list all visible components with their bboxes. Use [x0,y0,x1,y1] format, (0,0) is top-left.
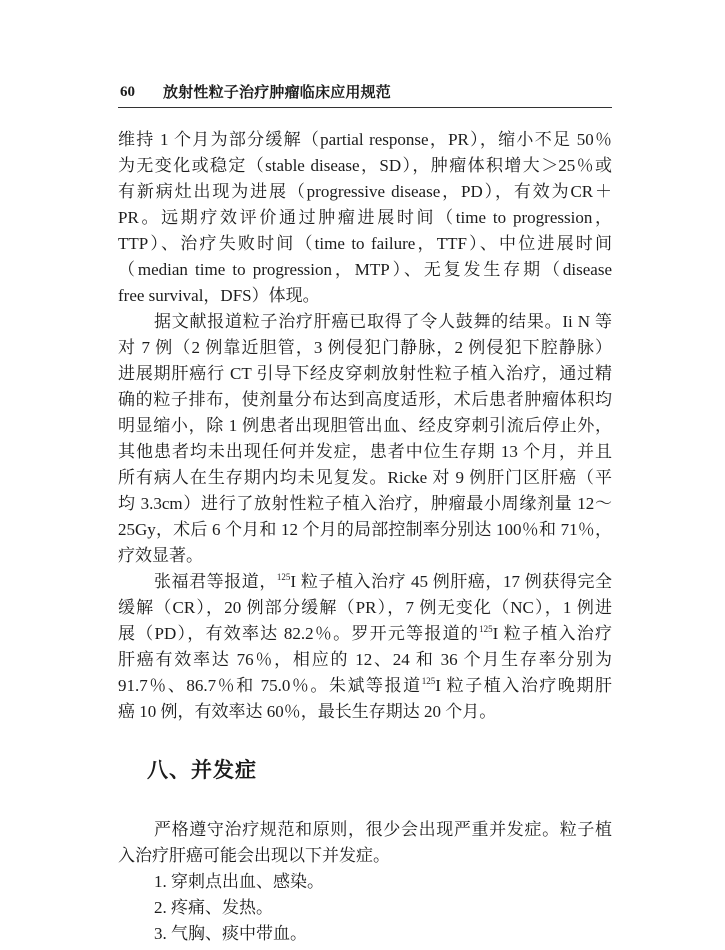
text-line: 其他患者均未出现任何并发症，患者中位生存期 13 个月，并且 [118,442,612,461]
section-heading: 八、并发症 [147,758,257,782]
text-line: 为无变化或稳定（stable disease，SD），肿瘤体积增大＞25％或 [118,156,612,175]
text-segment: I 粒子植入治疗 [492,624,612,643]
body-text [118,127,612,725]
text-segment: 91.7％、86.7％和 75.0％。朱斌等报道 [118,676,422,695]
text-line: 均 3.3cm）进行了放射性粒子植入治疗，肿瘤最小周缘剂量 12～ [118,494,612,513]
text-segment: 展（PD），有效率达 82.2％。罗开元等报道的 [118,624,480,643]
text-line [118,699,612,725]
text-line [118,595,612,621]
text-line: 明显缩小，除 1 例患者出现胆管出血、经皮穿刺引流后停止外， [118,416,612,435]
text-line: 25Gy，术后 6 个月和 12 个月的局部控制率分别达 100％和 71％， [118,520,612,539]
text-line: 入治疗肝癌可能会出现以下并发症。 [118,846,390,865]
paragraph-literature-reports [118,309,612,569]
text-segment: 缓解（CR），20 例部分缓解（PR），7 例无变化（NC），1 例进 [118,598,612,617]
text-line: 严格遵守治疗规范和原则，很少会出现严重并发症。粒子植 [154,820,612,839]
paragraph-i125-results [118,569,612,725]
isotope-superscript: 125 [276,572,291,582]
text-line: （median time to progression，MTP）、无复发生存期（disease [118,260,612,279]
paragraph-response-criteria [118,127,612,309]
text-line: 据文献报道粒子治疗肝癌已取得了令人鼓舞的结果。Ii N 等 [154,312,612,331]
text-line [118,621,612,647]
header-rule [118,107,612,108]
text-line: 维持 1 个月为部分缓解（partial response，PR），缩小不足 50％ [118,130,612,149]
text-line: 进展期肝癌行 CT 引导下经皮穿刺放射性粒子植入治疗，通过精 [118,364,612,383]
text-segment: 张福君等报道， [154,572,277,591]
text-line: 有新病灶出现为进展（progressive disease，PD），有效为CR＋ [118,182,612,201]
text-segment: I 粒子植入治疗晚期肝 [435,676,613,695]
list-item: 2. 疼痛、发热。 [154,898,273,917]
text-line: 疗效显著。 [118,546,203,565]
text-line: PR。远期疗效评价通过肿瘤进展时间（time to progression， [118,208,612,227]
list-item: 1. 穿刺点出血、感染。 [154,872,324,891]
isotope-superscript: 125 [421,676,436,686]
text-line: TTP）、治疗失败时间（time to failure，TTF）、中位进展时间 [118,234,612,253]
text-line: 对 7 例（2 例靠近胆管，3 例侵犯门静脉，2 例侵犯下腔静脉） [118,338,612,357]
text-line: 所有病人在生存期内均未见复发。Ricke 对 9 例肝门区肝癌（平 [118,468,612,487]
text-line: free survival，DFS）体现。 [118,286,320,305]
text-line [118,647,612,673]
running-header-title: 放射性粒子治疗肿瘤临床应用规范 [163,83,392,101]
text-segment: 肝癌有效率达 76％，相应的 12、24 和 36 个月生存率分别为 [118,650,612,669]
page-number: 60 [120,84,135,100]
isotope-superscript: 125 [479,624,493,634]
text-line [118,673,612,699]
text-segment: 癌 10 例，有效率达 60％，最长生存期达 20 个月。 [118,702,497,721]
text-segment: I 粒子植入治疗 45 例肝癌，17 例获得完全 [290,572,612,591]
text-line: 确的粒子排布，使剂量分布达到高度适形，术后患者肿瘤体积均 [118,390,612,409]
list-item: 3. 气胸、痰中带血。 [154,924,307,943]
complications-text [118,817,612,947]
text-line [118,569,612,595]
